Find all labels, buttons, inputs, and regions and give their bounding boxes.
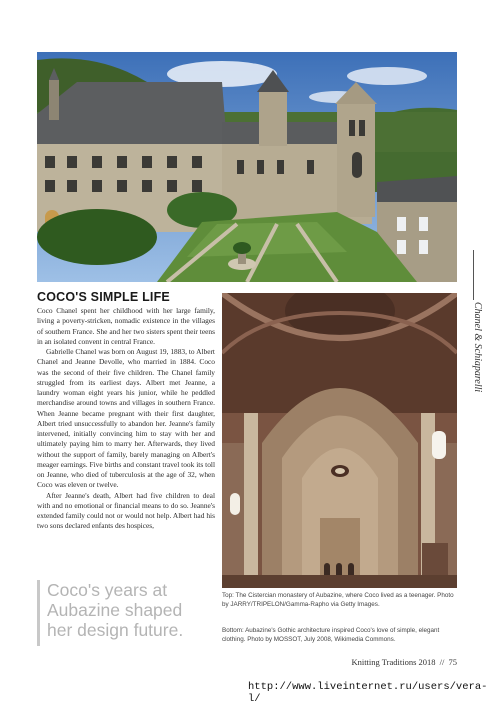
- article-paragraph: Coco Chanel spent her childhood with her large family, living a poverty-stricken, nomadic existence in the villages of southern France. She and her two sisters spent their teens in an isolated convent in central France.: [37, 306, 215, 346]
- publication-name: Knitting Traditions 2018: [351, 657, 436, 667]
- bottom-photo-caption: Bottom: Aubazine's Gothic architecture inspired Coco's love of simple, elegant clothing. Photo by MOSSOT, July 2008, Wikimedia Commons.: [222, 627, 440, 643]
- pull-quote: Coco's years at Aubazine shaped her design future.: [37, 580, 207, 646]
- source-watermark: http://www.liveinternet.ru/users/vera-l/: [248, 681, 488, 705]
- running-head-rule: [473, 250, 474, 300]
- article-paragraph: After Jeanne's death, Albert had five children to deal with and no emotional or financial means to do so. Jeanne's extended family could not or would not help. Albert had his two sons declared enfants des hospices,: [37, 490, 215, 531]
- page-number: 75: [448, 657, 457, 667]
- monastery-exterior-photo: [37, 52, 457, 282]
- footer-separator: //: [439, 657, 445, 667]
- top-photo-caption: Top: The Cistercian monastery of Aubazine, where Coco lived as a teenager. Photo by JARRY/TRIPELON/Gamma-Rapho via Getty Images.: [222, 592, 454, 608]
- article-paragraph: Gabrielle Chanel was born on August 19, 1883, to Albert Chanel and Jeanne Devolle, who married in 1884. Coco was the second of their five children. The Chanel family struggled from its earliest days. Albert met Jeanne, a laundry woman eight years his junior, while he peddled merchandise around towns and villages in southern France. When Jeanne became pregnant with their first daughter, Albert tried unsuccessfully to abandon her. Jeanne's family intervened, initially convincing him to stay with her and ultimately paying him to marry her. Afterwards, they lived without the support of family, barely managing on Albert's meager earnings. Five births and constant travel took its toll on Jeanne, who died of tuberculosis at the age of 32, when Coco was eleven or twelve.: [37, 347, 215, 490]
- running-head: Chanel & Schiaparelli: [472, 302, 483, 393]
- article-body: [37, 306, 215, 532]
- monastery-interior-photo: [222, 293, 457, 588]
- page-footer: [351, 657, 457, 667]
- article-heading: COCO'S SIMPLE LIFE: [37, 290, 170, 304]
